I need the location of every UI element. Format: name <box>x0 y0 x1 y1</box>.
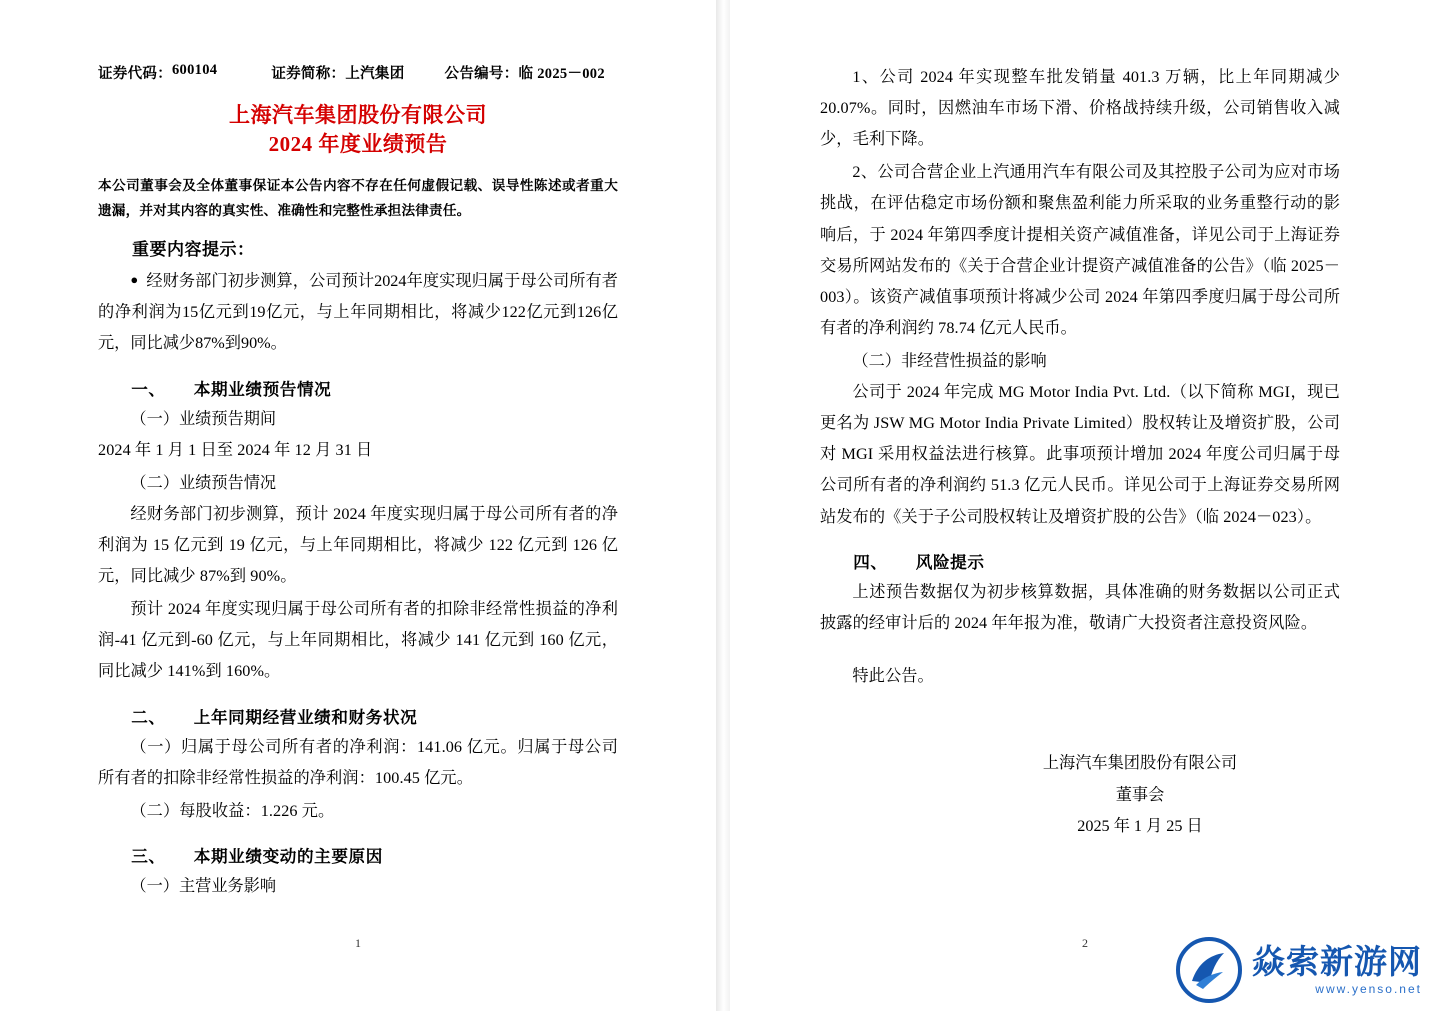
section-3-heading <box>98 843 618 867</box>
site-watermark <box>1176 937 1422 1003</box>
important-notice-bullet <box>98 266 618 359</box>
section-2-number: 二、 <box>131 707 166 727</box>
section-2-sub-2: （二）每股收益：1.226 元。 <box>130 801 335 820</box>
section-3-number: 三、 <box>131 846 166 866</box>
signature-date: 2025 年 1 月 25 日 <box>1077 817 1203 836</box>
document-header <box>98 62 618 83</box>
document-title <box>98 101 618 159</box>
security-abbr-value: 上汽集团 <box>345 66 405 82</box>
important-notice-bullet-text: 经财务部门初步测算，公司预计2024年度实现归属于母公司所有者的净利润为15亿元到19亿元，与上年同期相比，将减少122亿元到126亿元，同比减少87%到90%。 <box>98 272 618 353</box>
legal-disclaimer: 本公司董事会及全体董事保证本公告内容不存在任何虚假记载、误导性陈述或者重大遗漏，并对其内容的真实性、准确性和完整性承担法律责任。 <box>98 177 618 219</box>
security-code-label: 证券代码： <box>98 66 172 82</box>
notice-number-label: 公告编号： <box>444 66 519 82</box>
signature-block <box>820 748 1340 843</box>
title-line-subject: 2024 年度业绩预告 <box>268 131 448 156</box>
section-1-sub-1-text: 2024 年 1 月 1 日至 2024 年 12 月 31 日 <box>98 440 373 459</box>
important-notice-heading: 重要内容提示： <box>132 240 255 260</box>
section-1-sub-1-title: （一）业绩预告期间 <box>130 409 277 428</box>
section-2-heading <box>98 704 618 728</box>
section-3-item-2: 2、公司合营企业上汽通用汽车有限公司及其控股子公司为应对市场挑战，在评估稳定市场份额和聚焦盈利能力所采取的业务重整行动的影响后，于 2024 年第四季度计提相关资产减值准备，详见公司于上海证券交易所网站发布的《关于合营企业计提资产减值准备的公告》（临 2025－003）。该资产减值事项预计将减少公司 2024 年第四季度归属于母公司所有者的净利润约 78.74 亿元人民币。 <box>820 163 1340 337</box>
section-1-sub-2-paragraph-2: 预计 2024 年度实现归属于母公司所有者的扣除非经常性损益的净利润-41 亿元到-60 亿元，与上年同期相比，将减少 141 亿元到 160 亿元，同比减少 141%到 160%。 <box>98 600 618 681</box>
title-line-company: 上海汽车集团股份有限公司 <box>229 103 487 127</box>
bullet-dot-icon: ● <box>130 272 139 288</box>
watermark-url: www.yenso.net <box>1315 981 1422 996</box>
section-3-sub-2-text: 公司于 2024 年完成 MG Motor India Pvt. Ltd.（以下简称 MGI，现已更名为 JSW MG Motor India Private Limited）股权转让及增资扩股，公司对 MGI 采用权益法进行核算。此事项预计增加 2024 年度公司归属于母公司所有者的净利润约 51.3 亿元人民币。详见公司于上海证券交易所网站发布的《关于子公司股权转让及增资扩股的公告》（临 2024－023）。 <box>820 383 1340 526</box>
section-4-text: 上述预告数据仅为初步核算数据，具体准确的财务数据以公司正式披露的经审计后的 2024 年年报为准，敬请广大投资者注意投资风险。 <box>820 582 1340 632</box>
document-page-right <box>730 0 1440 1011</box>
security-abbr-label: 证券简称： <box>271 66 346 82</box>
section-4-number: 四、 <box>853 552 888 572</box>
watermark-logo-icon <box>1176 937 1242 1003</box>
section-4-heading <box>820 549 1340 573</box>
section-1-number: 一、 <box>131 379 166 399</box>
section-3-sub-2-title: （二）非经营性损益的影响 <box>852 351 1047 370</box>
watermark-text <box>1252 942 1422 996</box>
page-number-right: 2 <box>1082 936 1088 950</box>
section-3-sub-1-title: （一）主营业务影响 <box>130 876 277 895</box>
section-1-sub-2-paragraph-1: 经财务部门初步测算，预计 2024 年度实现归属于母公司所有者的净利润为 15 亿元到 19 亿元，与上年同期相比，将减少 122 亿元到 126 亿元，同比减少 87%到 90%。 <box>98 504 618 586</box>
signature-board: 董事会 <box>1115 785 1165 804</box>
section-3-item-1: 1、公司 2024 年实现整车批发销量 401.3 万辆，比上年同期减少 20.07%。同时，因燃油车市场下滑、价格战持续升级，公司销售收入减少，毛利下降。 <box>820 68 1340 149</box>
page-number-left: 1 <box>355 936 361 950</box>
page-gutter <box>716 0 730 1011</box>
watermark-title: 焱索新游网 <box>1252 942 1422 980</box>
section-1-sub-2-title: （二）业绩预告情况 <box>130 473 277 492</box>
notice-number-value: 临 2025－002 <box>518 66 605 82</box>
section-2-sub-1: （一）归属于母公司所有者的净利润：141.06 亿元。归属于母公司所有者的扣除非经常性损益的净利润：100.45 亿元。 <box>98 737 618 787</box>
document-page-left <box>0 0 716 1011</box>
section-1-heading <box>98 376 618 400</box>
closing-statement: 特此公告。 <box>852 666 934 685</box>
section-4-title: 风险提示 <box>915 552 985 572</box>
section-2-title: 上年同期经营业绩和财务状况 <box>193 707 418 727</box>
signature-company: 上海汽车集团股份有限公司 <box>1042 753 1238 772</box>
section-1-title: 本期业绩预告情况 <box>193 379 332 399</box>
security-code-value: 600104 <box>172 62 218 78</box>
section-3-title: 本期业绩变动的主要原因 <box>193 846 383 866</box>
